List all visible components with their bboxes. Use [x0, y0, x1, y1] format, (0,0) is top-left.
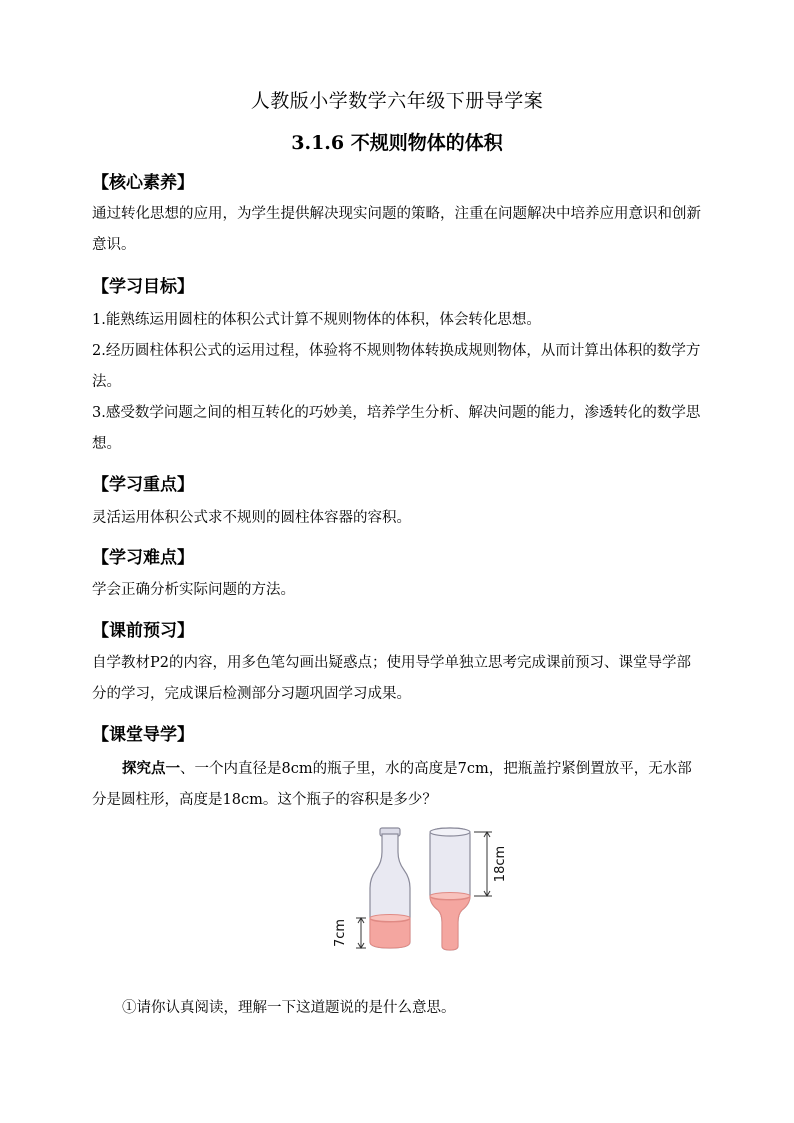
water-height-label: 7cm [333, 918, 348, 948]
lesson-title: 3.1.6 不规则物体的体积 [291, 132, 503, 154]
classroom-guide-heading: 【课堂导学】 [92, 725, 194, 745]
learning-goal-item-3: 3.感受数学问题之间的相互转化的巧妙美，培养学生分析、解决问题的能力，渗透转化的数学思想。 [92, 405, 701, 452]
air-height-label: 18cm [493, 845, 508, 883]
preview-text: 自学教材P2的内容，用多色笔勾画出疑惑点；使用导学单独立思考完成课前预习、课堂导学部分的学习，完成课后检测部分习题巩固学习成果。 [92, 655, 691, 702]
difficulty-heading: 【学习难点】 [92, 548, 194, 568]
difficulty-text: 学会正确分析实际问题的方法。 [92, 582, 295, 598]
learning-goal-item-1: 1.能熟练运用圆柱的体积公式计算不规则物体的体积，体会转化思想。 [92, 312, 541, 328]
upright-water-surface [370, 915, 410, 922]
inverted-bottle [430, 828, 470, 950]
document-title: 人教版小学数学六年级下册导学案 [250, 90, 544, 112]
bottle-figure [320, 822, 520, 962]
exploration-problem-text: 、一个内直径是8cm的瓶子里，水的高度是7cm，把瓶盖拧紧倒置放平，无水部分是圆柱形，高度是18cm。这个瓶子的容积是多少？ [92, 761, 692, 808]
upright-bottle [370, 828, 410, 948]
key-points-text: 灵活运用体积公式求不规则的圆柱体容器的容积。 [92, 510, 411, 526]
step-1-instruction: ①请你认真阅读，理解一下这道题说的是什么意思。 [122, 1000, 456, 1016]
preview-heading: 【课前预习】 [92, 621, 194, 641]
air-height-dimension [474, 832, 492, 896]
key-points-heading: 【学习重点】 [92, 475, 194, 495]
inverted-water-surface [430, 893, 470, 900]
inverted-bottle-top [430, 828, 470, 836]
core-literacy-text: 通过转化思想的应用，为学生提供解决现实问题的策略，注重在问题解决中培养应用意识和创新意识。 [92, 206, 701, 253]
upright-bottle-water [370, 918, 410, 948]
core-literacy-heading: 【核心素养】 [92, 173, 194, 193]
learning-goal-item-2: 2.经历圆柱体积公式的运用过程，体验将不规则物体转换成规则物体，从而计算出体积的数学方法。 [92, 343, 701, 390]
exploration-problem [92, 753, 704, 816]
water-height-dimension [356, 918, 366, 948]
exploration-point-label: 探究点一 [122, 760, 180, 777]
inverted-bottle-water [430, 896, 470, 950]
learning-goals-heading: 【学习目标】 [92, 277, 194, 297]
